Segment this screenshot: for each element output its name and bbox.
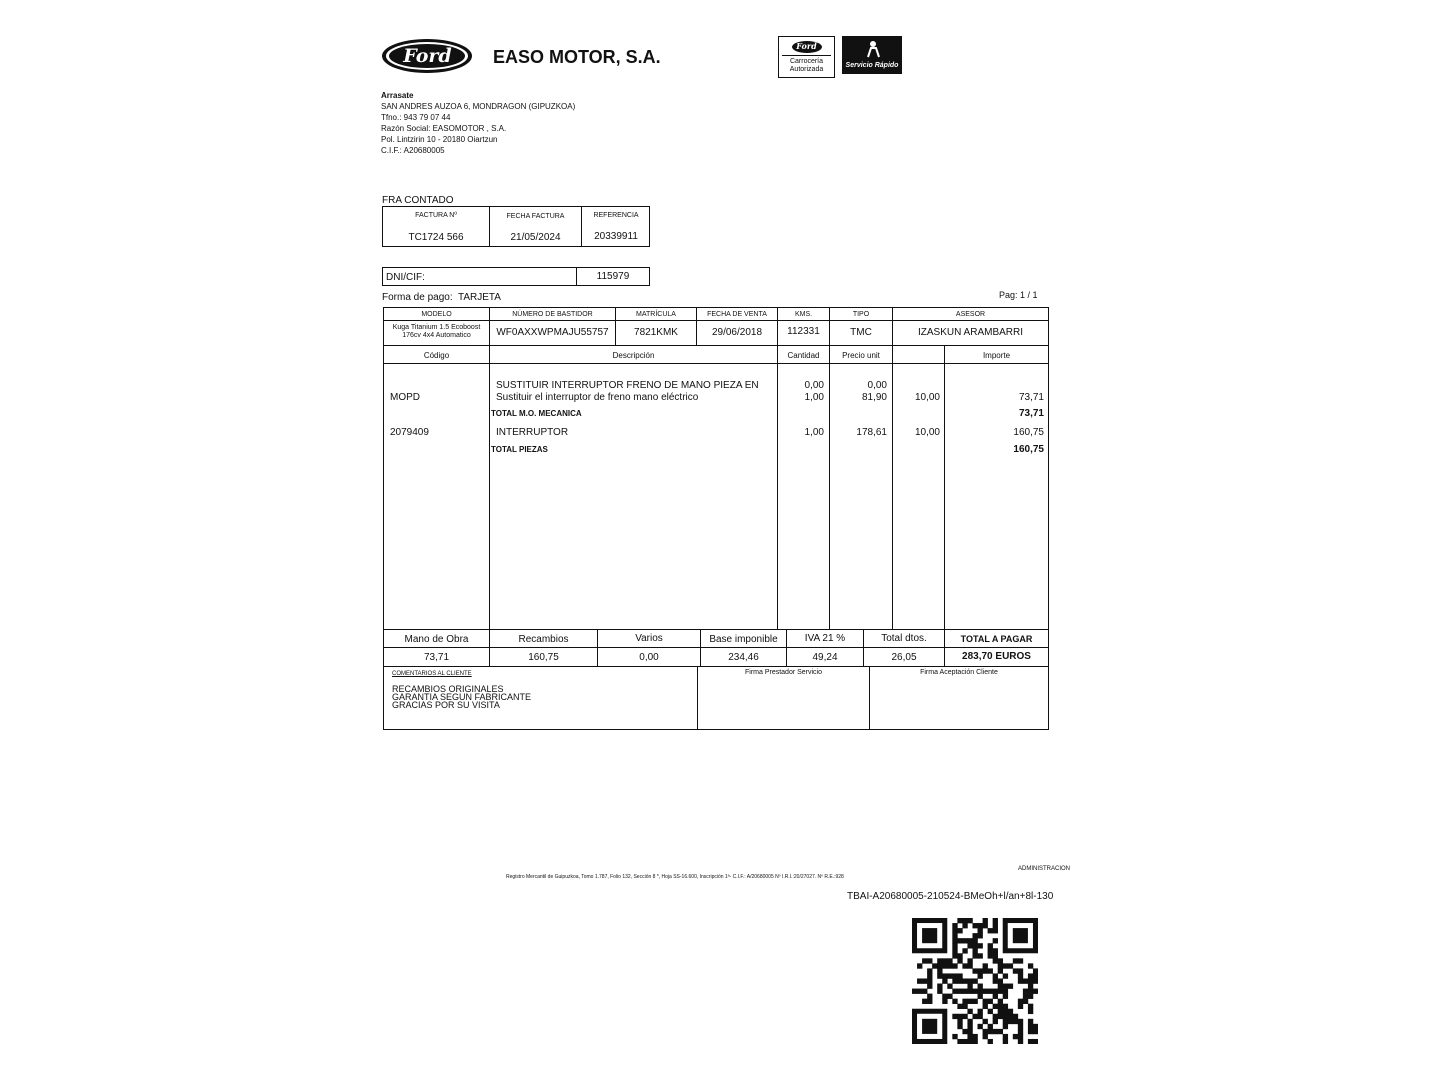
line-desc: Sustituir el interruptor de freno mano eléctrico bbox=[496, 392, 699, 403]
ford-logo bbox=[380, 36, 475, 76]
payment-label: Forma de pago: bbox=[382, 292, 453, 303]
totals-h-dtos: Total dtos. bbox=[881, 633, 927, 644]
line-importe: 160,75 bbox=[1013, 427, 1044, 438]
invoice-type: FRA CONTADO bbox=[382, 195, 454, 206]
firma-prestador: Firma Prestador Servicio bbox=[744, 669, 823, 676]
vehicle-modelo-line2: 176cv 4x4 Automatico bbox=[402, 332, 471, 339]
dni-label: DNI/CIF: bbox=[386, 272, 425, 283]
dni-value: 115979 bbox=[596, 271, 630, 282]
totals-h-iva: IVA 21 % bbox=[804, 633, 846, 644]
vehicle-modelo-line1: Kuga Titanium 1.5 Ecoboost bbox=[392, 324, 481, 331]
totals-table bbox=[383, 629, 1049, 667]
ford-logo-text: Ford bbox=[403, 45, 452, 67]
vehicle-tipo: TMC bbox=[850, 327, 872, 338]
totals-h-recambios: Recambios bbox=[518, 634, 569, 645]
line-total-piezas: TOTAL PIEZAS bbox=[491, 445, 548, 454]
registro-mercantil: Registro Mercantil de Guipuzkoa, Tomo 1.787, Folio 132, Sección 8 *, Hoja SS-16.600, Inscripción 1ª- C.I.F.: A/20680005 Nº I.R.I.:20/27027. Nº R.E.:928 bbox=[506, 874, 844, 880]
servicio-rapido-text: Servicio Rápido bbox=[845, 62, 899, 69]
line-cantidad: 1,00 bbox=[804, 392, 824, 403]
address-pol: Pol. Lintzirin 10 - 20180 Oiartzun bbox=[381, 135, 498, 144]
carroceria-badge-line1: Carrocería bbox=[789, 58, 824, 65]
company-address bbox=[381, 90, 575, 156]
line-codigo: 2079409 bbox=[390, 427, 429, 438]
totals-base: 234,46 bbox=[728, 652, 759, 663]
comentarios-label: COMENTARIOS AL CLIENTE bbox=[392, 671, 472, 677]
invoice-ref-header: REFERENCIA bbox=[593, 212, 639, 219]
admin-label: ADMINISTRACION bbox=[1018, 866, 1071, 872]
invoice-number: TC1724 566 bbox=[408, 232, 464, 243]
lines-h-codigo: Código bbox=[423, 351, 450, 360]
address-razon: Razón Social: EASOMOTOR , S.A. bbox=[381, 124, 507, 133]
vehicle-kms: 112331 bbox=[787, 326, 820, 337]
vehicle-h-fecha-venta: FECHA DE VENTA bbox=[707, 311, 767, 318]
line-total-mo: TOTAL M.O. MECANICA bbox=[491, 409, 582, 418]
mechanic-icon bbox=[864, 40, 882, 58]
carroceria-badge bbox=[778, 36, 835, 78]
lines-table bbox=[383, 345, 1049, 630]
totals-h-mano: Mano de Obra bbox=[404, 634, 469, 645]
line-desc: INTERRUPTOR bbox=[496, 427, 569, 438]
invoice-date-header: FECHA FACTURA bbox=[506, 213, 565, 220]
totals-varios: 0,00 bbox=[639, 652, 659, 663]
lines-h-descripcion: Descripción bbox=[612, 351, 655, 360]
line-desc: SUSTITUIR INTERRUPTOR FRENO DE MANO PIEZA EN bbox=[496, 380, 759, 391]
invoice-number-header: FACTURA Nº bbox=[415, 212, 457, 219]
vehicle-h-modelo: MODELO bbox=[421, 311, 452, 318]
servicio-rapido-badge bbox=[842, 36, 902, 74]
address-phone: Tfno.: 943 79 07 44 bbox=[381, 113, 451, 122]
line-dto: 10,00 bbox=[914, 392, 940, 403]
totals-h-total: TOTAL A PAGAR bbox=[960, 634, 1033, 644]
qr-code bbox=[912, 918, 1038, 1044]
comentario-1: RECAMBIOS ORIGINALES bbox=[392, 684, 504, 694]
vehicle-h-matricula: MATRÍCULA bbox=[636, 311, 676, 318]
totals-h-base: Base imponible bbox=[709, 634, 778, 645]
line-precio: 81,90 bbox=[861, 392, 887, 403]
totals-total: 283,70 EUROS bbox=[962, 651, 1031, 662]
footer-box bbox=[383, 666, 1049, 730]
line-total-piezas-importe: 160,75 bbox=[1013, 444, 1044, 455]
line-cantidad: 0,00 bbox=[804, 380, 824, 391]
totals-recambios: 160,75 bbox=[528, 652, 559, 663]
company-name: EASO MOTOR, S.A. bbox=[493, 47, 661, 67]
payment-value: TARJETA bbox=[458, 292, 501, 303]
address-city: Arrasate bbox=[381, 91, 414, 100]
vehicle-bastidor: WF0AXXWPMAJU55757 bbox=[496, 327, 609, 338]
line-dto: 10,00 bbox=[914, 427, 940, 438]
invoice-date: 21/05/2024 bbox=[510, 232, 561, 243]
vehicle-h-kms: KMS. bbox=[794, 311, 813, 318]
carroceria-badge-line2: Autorizada bbox=[789, 66, 824, 73]
line-importe: 73,71 bbox=[1018, 392, 1044, 403]
invoice-info-box bbox=[382, 206, 650, 247]
comentario-2: GARANTIA SEGUN FABRICANTE bbox=[392, 692, 532, 702]
dni-box bbox=[382, 267, 650, 286]
page-number: Pag: 1 / 1 bbox=[999, 290, 1038, 300]
address-street: SAN ANDRES AUZOA 6, MONDRAGON (GIPUZKOA) bbox=[381, 102, 576, 111]
totals-iva: 49,24 bbox=[812, 652, 838, 663]
line-cantidad: 1,00 bbox=[804, 427, 824, 438]
firma-cliente: Firma Aceptación Cliente bbox=[920, 669, 998, 676]
line-codigo: MOPD bbox=[390, 392, 420, 403]
vehicle-asesor: IZASKUN ARAMBARRI bbox=[917, 327, 1024, 338]
comentario-3: GRACIAS POR SU VISITA bbox=[392, 700, 500, 710]
address-cif: C.I.F.: A20680005 bbox=[381, 146, 445, 155]
invoice-ref: 20339911 bbox=[594, 231, 638, 242]
vehicle-h-tipo: TIPO bbox=[852, 311, 870, 318]
vehicle-h-bastidor: NÚMERO DE BASTIDOR bbox=[512, 311, 593, 318]
vehicle-table bbox=[383, 307, 1049, 346]
tbai-code: TBAI-A20680005-210524-BMeOh+l/an+8l-130 bbox=[847, 891, 1054, 902]
totals-h-varios: Varios bbox=[635, 633, 663, 644]
vehicle-fecha-venta: 29/06/2018 bbox=[711, 327, 763, 338]
vehicle-h-asesor: ASESOR bbox=[955, 311, 986, 318]
vehicle-matricula: 7821KMK bbox=[634, 327, 678, 338]
line-precio: 0,00 bbox=[867, 380, 887, 391]
lines-h-precio: Precio unit bbox=[842, 351, 880, 360]
carroceria-badge-logo: Ford bbox=[796, 41, 817, 51]
totals-dtos: 26,05 bbox=[891, 652, 917, 663]
lines-h-importe: Importe bbox=[982, 351, 1011, 360]
header bbox=[380, 36, 910, 82]
line-total-mo-importe: 73,71 bbox=[1018, 408, 1044, 419]
lines-h-cantidad: Cantidad bbox=[787, 351, 820, 360]
totals-mano: 73,71 bbox=[423, 652, 450, 663]
line-precio: 178,61 bbox=[856, 427, 887, 438]
